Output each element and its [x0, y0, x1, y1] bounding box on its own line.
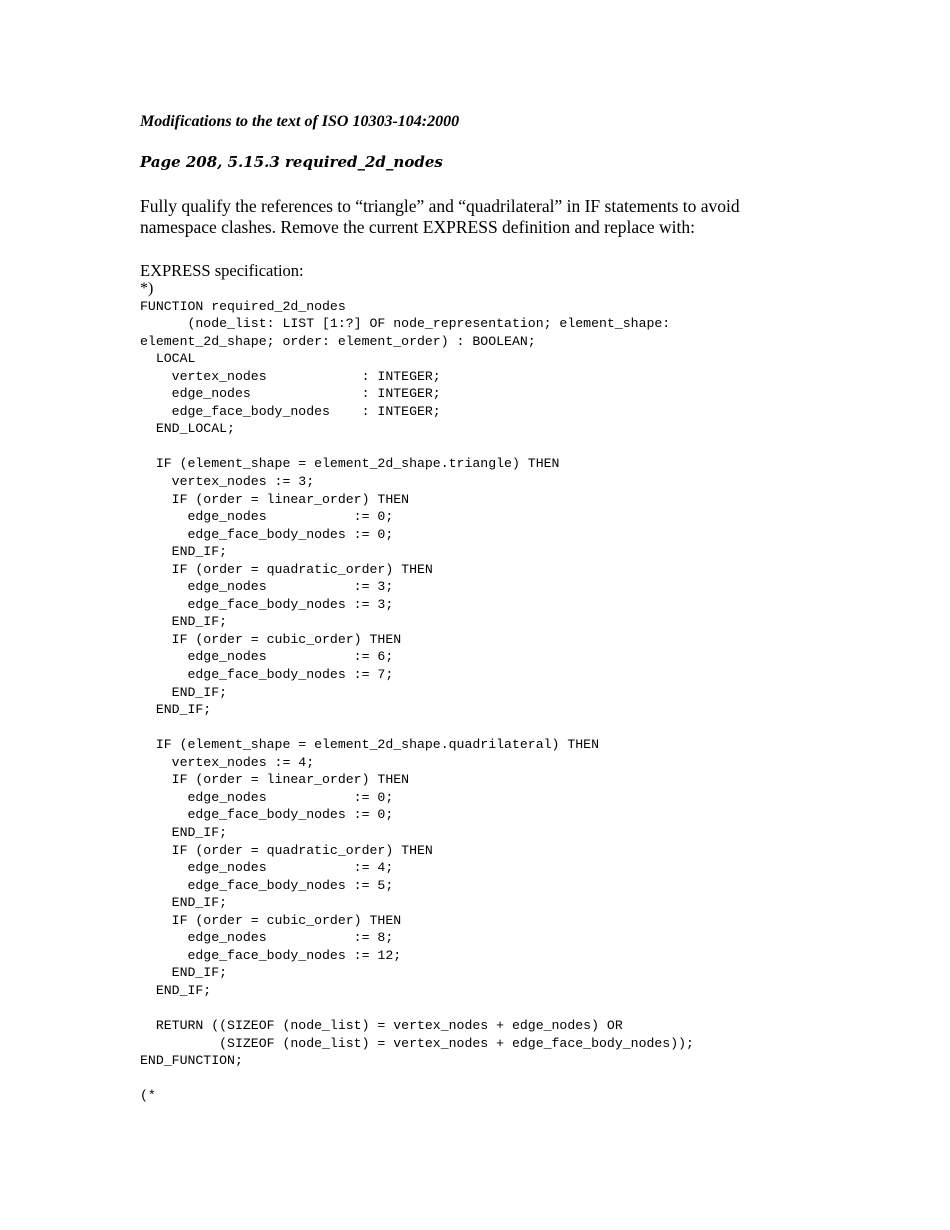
code-line: END_LOCAL;	[140, 421, 235, 437]
code-line: IF (order = linear_order) THEN	[140, 772, 410, 788]
code-line: END_IF;	[140, 544, 228, 560]
code-line: edge_face_body_nodes : INTEGER;	[140, 403, 441, 419]
code-line: END_IF;	[140, 614, 228, 630]
code-line: END_IF;	[140, 702, 212, 718]
code-line: END_IF;	[140, 895, 228, 911]
code-line: edge_nodes := 4;	[140, 860, 394, 876]
express-spec-label: EXPRESS specification:	[140, 261, 304, 280]
intro-paragraph: Fully qualify the references to “triangle” and “quadrilateral” in IF statements to avoid namespace clashes. Remove the current EXPRESS definition and replace with:	[140, 196, 740, 237]
code-line: edge_nodes : INTEGER;	[140, 386, 441, 402]
code-line: IF (order = cubic_order) THEN	[140, 631, 402, 647]
code-line: IF (order = quadratic_order) THEN	[140, 561, 433, 577]
code-line: edge_nodes := 6;	[140, 649, 394, 665]
code-line: vertex_nodes : INTEGER;	[140, 368, 441, 384]
code-line: edge_nodes := 0;	[140, 789, 394, 805]
code-line: IF (element_shape = element_2d_shape.quadrilateral) THEN	[140, 737, 599, 753]
code-line: IF (order = quadratic_order) THEN	[140, 842, 433, 858]
code-line: END_IF;	[140, 684, 228, 700]
code-line	[140, 999, 694, 1017]
code-line: IF (order = linear_order) THEN	[140, 491, 410, 507]
code-line: (node_list: LIST [1:?] OF node_representation; element_shape:	[140, 316, 671, 332]
code-line	[140, 1070, 694, 1088]
code-line: IF (order = cubic_order) THEN	[140, 912, 402, 928]
code-line: edge_face_body_nodes := 0;	[140, 807, 394, 823]
section-heading: Page 208, 5.15.3 required_2d_nodes	[140, 153, 443, 171]
code-line: edge_face_body_nodes := 12;	[140, 947, 402, 963]
code-line: edge_nodes := 8;	[140, 930, 394, 946]
code-line: edge_nodes := 0;	[140, 509, 394, 525]
code-line: vertex_nodes := 3;	[140, 474, 315, 490]
code-line	[140, 438, 694, 456]
code-line: END_IF;	[140, 965, 228, 981]
code-line: (*	[140, 1088, 156, 1104]
code-line: edge_face_body_nodes := 0;	[140, 526, 394, 542]
code-line: (SIZEOF (node_list) = vertex_nodes + edge_face_body_nodes));	[140, 1035, 694, 1051]
code-line	[140, 719, 694, 737]
code-line: IF (element_shape = element_2d_shape.triangle) THEN	[140, 456, 560, 472]
code-line: edge_face_body_nodes := 5;	[140, 877, 394, 893]
code-line: END_IF;	[140, 824, 228, 840]
code-line: LOCAL	[140, 351, 196, 367]
code-line: edge_nodes := 3;	[140, 579, 394, 595]
code-line: END_FUNCTION;	[140, 1053, 243, 1069]
express-code-block	[140, 280, 694, 1105]
modifications-heading: Modifications to the text of ISO 10303-104:2000	[140, 113, 460, 130]
code-line: element_2d_shape; order: element_order) : BOOLEAN;	[140, 333, 536, 349]
code-line: FUNCTION required_2d_nodes	[140, 298, 346, 314]
code-line: edge_face_body_nodes := 7;	[140, 667, 394, 683]
code-line: RETURN ((SIZEOF (node_list) = vertex_nodes + edge_nodes) OR	[140, 1017, 623, 1033]
code-line: END_IF;	[140, 982, 212, 998]
code-line: vertex_nodes := 4;	[140, 754, 315, 770]
code-line: *)	[140, 280, 154, 297]
code-line: edge_face_body_nodes := 3;	[140, 596, 394, 612]
